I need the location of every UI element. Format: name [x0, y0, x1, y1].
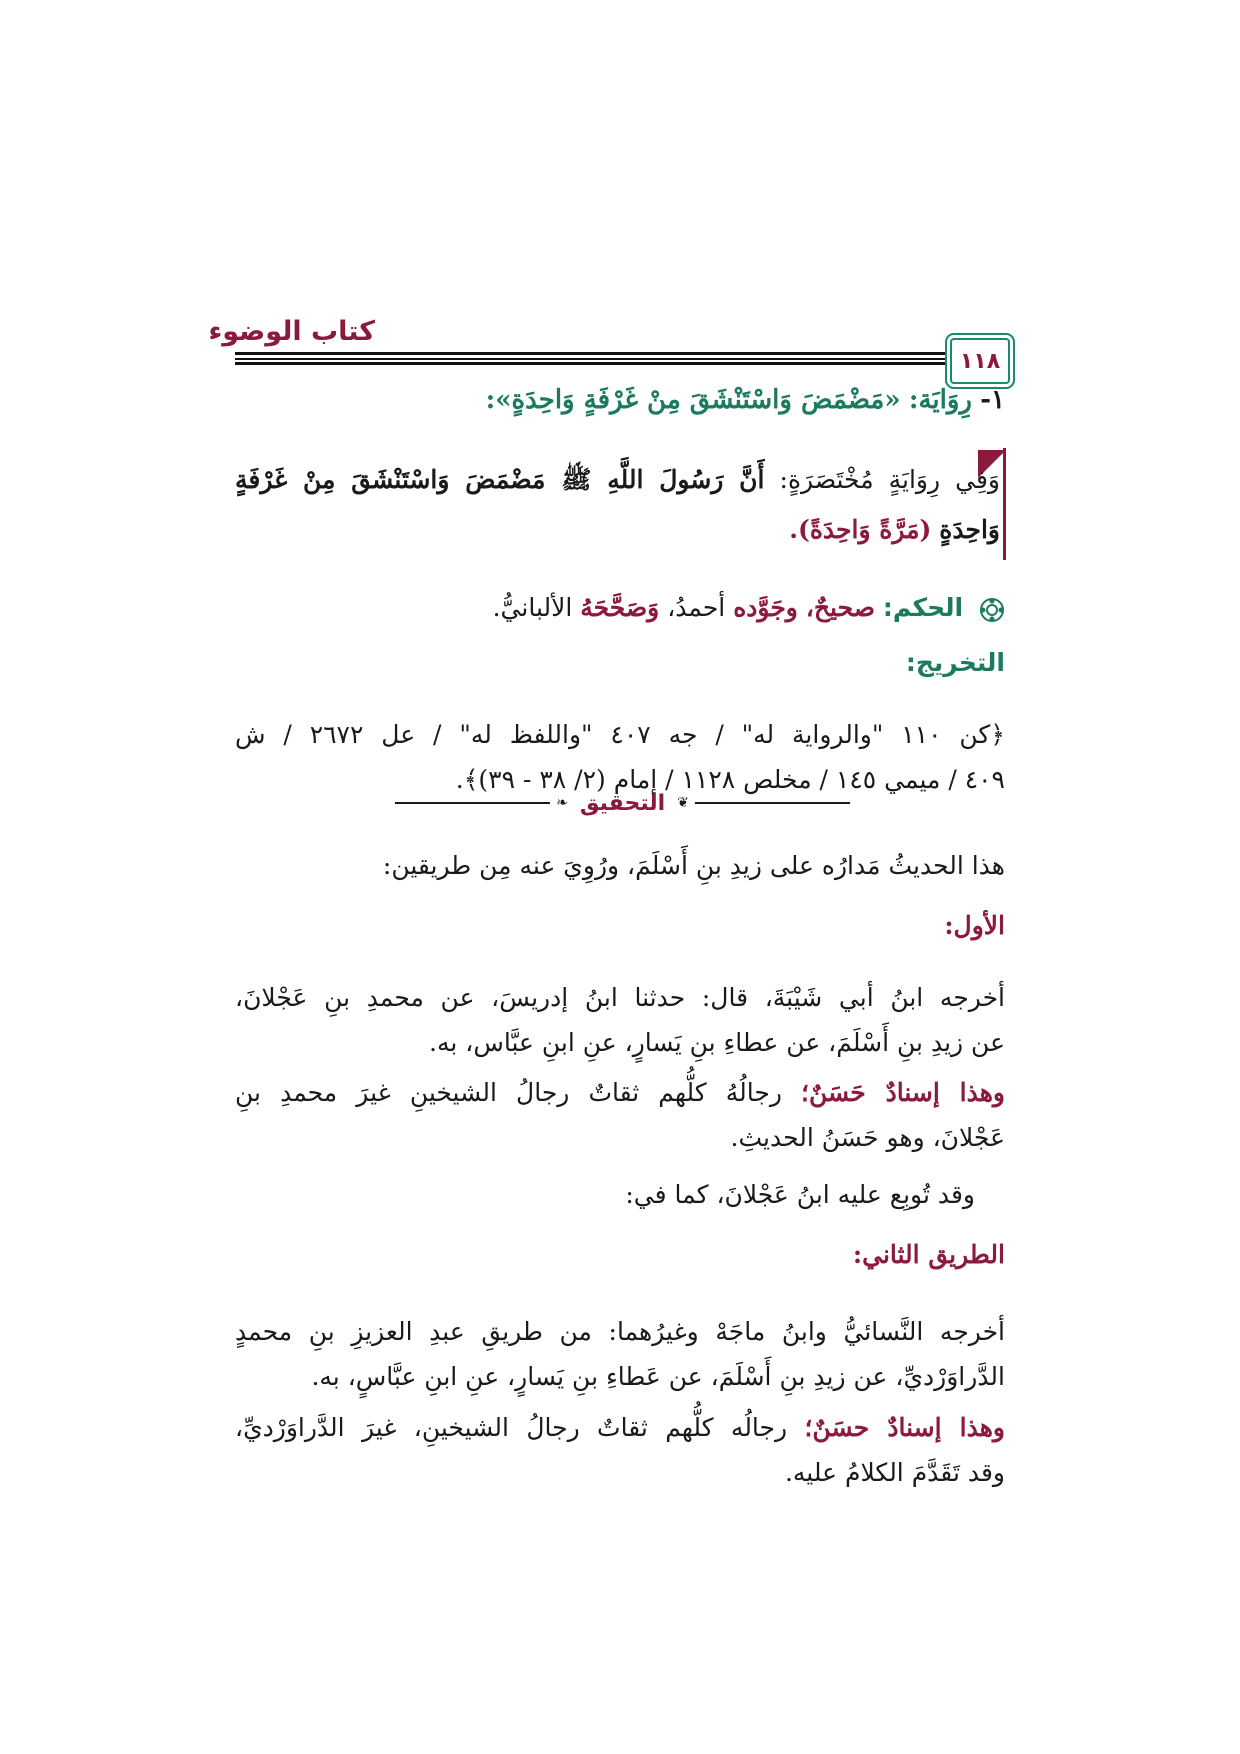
isnad-grade: وهذا إسنادٌ حسَنٌ؛	[804, 1413, 1005, 1442]
second-route-heading: الطريق الثاني:	[852, 1240, 1005, 1269]
narration-heading	[235, 380, 1005, 420]
page-number-frame	[950, 338, 1010, 384]
ornament-icon: ❧	[556, 795, 568, 811]
variant-line-2	[235, 510, 1000, 550]
ruling-sahhaha: وَصَحَّحَهُ	[580, 593, 660, 622]
divider-line	[695, 802, 850, 804]
variant-intro: وَفِي رِوَايَةٍ مُخْتَصَرَةٍ:	[779, 465, 1000, 494]
narration-text: «مَضْمَضَ وَاسْتَنْشَقَ مِنْ غَرْفَةٍ وَاحِدَةٍ»:	[485, 385, 901, 415]
header-rule	[235, 358, 1010, 360]
side-bar	[1003, 448, 1006, 560]
ruling-ahmad: أحمدُ،	[667, 593, 726, 622]
first-route-p1-line2: عن زيدِ بنِ أَسْلَمَ، عن عطاءِ بنِ يَسارٍ، عنِ ابنِ عبَّاس، به.	[429, 1028, 1005, 1057]
variant-matn: أَنَّ رَسُولَ اللَّهِ ﷺ مَضْمَضَ وَاسْتَنْشَقَ مِنْ غَرْفَةٍ	[235, 465, 765, 494]
book-title: كتاب الوضوء	[208, 316, 375, 347]
intro-paragraph: هذا الحديثُ مَدارُه على زيدِ بنِ أَسْلَمَ، ورُوِيَ عنه مِن طريقين:	[382, 851, 1005, 880]
takhrij-line-2: ٤٠٩ / ميمي ١٤٥ / مخلص ١١٢٨ / إمام (٢/ ٣٨ - ٣٩)﴾.	[455, 765, 1005, 794]
second-route-p2-line1	[235, 1408, 1005, 1448]
page-number: ١١٨	[959, 348, 1001, 374]
ruling-albani: الألبانيُّ.	[492, 593, 573, 622]
ornament-icon: ❦	[677, 795, 689, 811]
second-route-p1-line2: الدَّراوَرْديِّ، عن زيدِ بنِ أَسْلَمَ، عن عَطاءِ بنِ يَسارٍ، عنِ ابنِ عبَّاسٍ، به.	[311, 1362, 1005, 1391]
first-route-p1-line1: أخرجه ابنُ أبي شَيْبَةَ، قال: حدثنا ابنُ إدريسَ، عن محمدِ بنِ عَجْلانَ،	[235, 983, 1005, 1012]
tahqiq-divider	[395, 788, 850, 818]
first-route-p2-line1	[235, 1073, 1005, 1113]
divider-line	[395, 802, 550, 804]
tahqiq-heading: التحقيق	[579, 790, 666, 816]
first-route-p3: وقد تُوبِع عليه ابنُ عَجْلانَ، كما في:	[625, 1180, 975, 1209]
ruling-line	[235, 588, 1005, 628]
variant-line-1	[235, 460, 1000, 500]
variant-matn-end: وَاحِدَةٍ	[939, 515, 1000, 544]
ruling-label: الحكم:	[882, 593, 964, 622]
isnad-comment: رجالُه كلُّهم ثقاتٌ رجالُ الشيخينِ، غيرَ الدَّراوَرْديِّ،	[235, 1413, 788, 1442]
isnad-grade: وهذا إسنادٌ حَسَنٌ؛	[801, 1078, 1005, 1107]
second-route-p2-line2: وقد تَقَدَّمَ الكلامُ عليه.	[784, 1458, 1005, 1487]
narration-label: رِوَايَة:	[908, 385, 972, 415]
narration-number: ١-	[980, 385, 1005, 415]
flower-icon	[979, 597, 1005, 623]
takhrij-heading: التخريج:	[905, 648, 1005, 677]
first-route-p2-line2: عَجْلانَ، وهو حَسَنُ الحديثِ.	[730, 1123, 1005, 1152]
variant-addition: (مَرَّةً وَاحِدَةً).	[789, 515, 932, 544]
first-route-heading: الأول:	[944, 911, 1005, 940]
ruling-grade: صحيحٌ،	[805, 593, 875, 622]
ruling-jawwad: وجَوَّده	[733, 593, 798, 622]
isnad-comment: رجالُهُ كلُّهم ثقاتٌ رجالُ الشيخينِ غيرَ محمدِ بنِ	[235, 1078, 782, 1107]
header-rule	[235, 352, 1010, 355]
takhrij-line-1: ﴿كن ١١٠ "والرواية له" / جه ٤٠٧ "واللفظ له" / عل ٢٦٧٢ / ش	[235, 720, 1005, 749]
second-route-p1-line1: أخرجه النَّسائيُّ وابنُ ماجَهْ وغيرُهما: من طريقِ عبدِ العزيزِ بنِ محمدٍ	[235, 1317, 1005, 1346]
header-rule	[235, 362, 1010, 365]
